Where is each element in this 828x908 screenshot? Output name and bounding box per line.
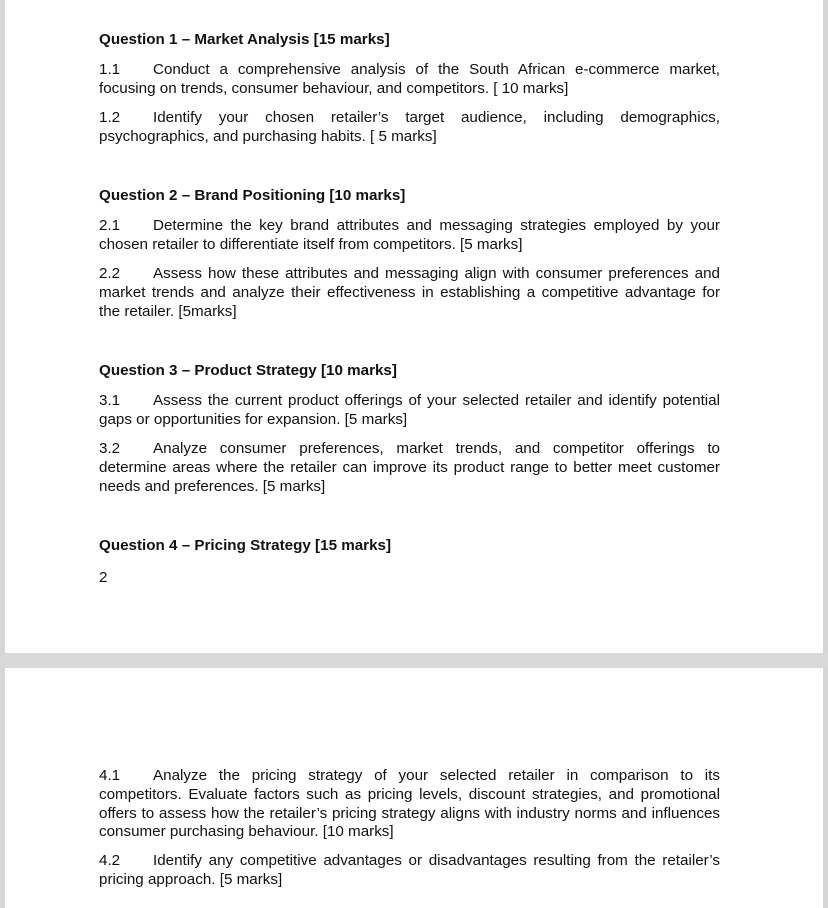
question-1-1 [99,61,720,99]
question-2-2 [99,265,720,321]
item-number: 1.2 [99,109,121,126]
item-text: Analyze consumer preferences, market trends, and competitor offerings to determine areas where the retailer can improve its product range to better meet customer needs and preferences. [5 marks] [99,440,720,495]
question-4-1 [99,767,720,842]
item-number: 2.1 [99,217,121,234]
question-3-2 [99,440,720,496]
item-text: Assess how these attributes and messaging align with consumer preferences and market trends and analyze their effectiveness in establishing a competitive advantage for the retailer. [5marks] [99,265,720,320]
item-number: 4.2 [99,852,121,869]
question-1-2 [99,109,720,147]
item-text: Determine the key brand attributes and messaging strategies employed by your chosen retailer to differentiate itself from competitors. [5 marks] [99,217,720,253]
item-text: Conduct a comprehensive analysis of the South African e-commerce market, focusing on trends, consumer behaviour, and competitors. [ 10 marks] [99,61,720,97]
question-3-1 [99,392,720,430]
page-separator [0,653,828,668]
question-2-heading: Question 2 – Brand Positioning [10 marks] [99,187,406,204]
item-number: 1.1 [99,61,121,78]
question-4-2 [99,852,720,890]
question-1-heading: Question 1 – Market Analysis [15 marks] [99,31,390,48]
item-text: Assess the current product offerings of your selected retailer and identify potential gaps or opportunities for expansion. [5 marks] [99,392,720,428]
question-4-heading: Question 4 – Pricing Strategy [15 marks] [99,537,392,554]
item-number: 3.2 [99,440,121,457]
item-number: 4.1 [99,767,121,784]
item-text: Analyze the pricing strategy of your selected retailer in comparison to its competitors. Evaluate factors such as pricing levels, discount strategies, and promotional offers to assess how the retailer’s pricing strategy aligns with industry norms and influences consumer purchasing behaviour. [10 marks] [99,767,720,841]
question-2-1 [99,217,720,255]
page-number: 2 [99,569,108,586]
question-3-heading: Question 3 – Product Strategy [10 marks] [99,362,397,379]
item-text: Identify any competitive advantages or disadvantages resulting from the retailer’s pricing approach. [5 marks] [99,852,720,888]
item-number: 2.2 [99,265,121,282]
item-number: 3.1 [99,392,121,409]
item-text: Identify your chosen retailer’s target audience, including demographics, psychographics, and purchasing habits. [ 5 marks] [99,109,720,145]
